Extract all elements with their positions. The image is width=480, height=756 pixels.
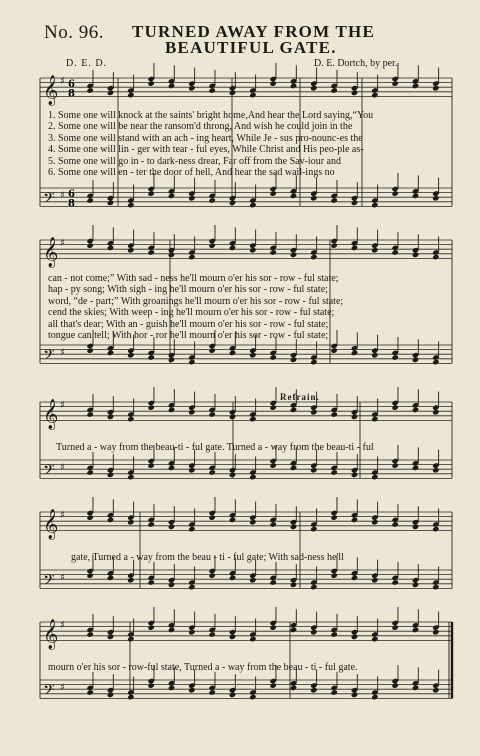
note-head — [188, 359, 195, 365]
note-head — [86, 197, 93, 203]
note-head — [249, 416, 256, 422]
note-head — [168, 193, 175, 199]
key-sharp: ♯ — [60, 619, 65, 631]
note-head — [371, 416, 378, 422]
note-head — [229, 90, 236, 96]
note-head — [432, 359, 439, 365]
note-head — [86, 572, 93, 578]
note-head — [412, 83, 419, 89]
note-head — [127, 694, 134, 700]
verse-lyrics-second-half — [48, 273, 343, 341]
note-head — [391, 521, 398, 527]
note-head — [127, 247, 134, 253]
note-head — [229, 517, 236, 523]
treble-clef: 𝄞 — [43, 75, 59, 106]
note-head — [127, 352, 134, 358]
note-head — [330, 197, 337, 203]
note-head — [310, 409, 317, 415]
note-head — [147, 521, 154, 527]
song-title-line2: BEAUTIFUL GATE. — [165, 38, 337, 57]
note-head — [188, 584, 195, 590]
note-head — [269, 80, 276, 86]
note-head — [107, 692, 114, 698]
note-head — [107, 517, 114, 523]
note-head — [412, 465, 419, 471]
bass-clef: 𝄢 — [43, 681, 55, 703]
note-head — [310, 687, 317, 693]
note-head — [371, 474, 378, 480]
note-head — [249, 474, 256, 480]
note-head — [391, 624, 398, 630]
note-head — [147, 404, 154, 410]
note-head — [208, 347, 215, 353]
note-head — [86, 631, 93, 637]
treble-clef: 𝄞 — [43, 509, 59, 540]
note-head — [107, 414, 114, 420]
verse-line: 3. Some one will stand with an ach - ing heart, While Je - sus pro-nounc-es the — [48, 132, 363, 144]
note-head — [86, 347, 93, 353]
note-head — [310, 584, 317, 590]
note-head — [147, 579, 154, 585]
song-number: No. 96. — [44, 22, 104, 43]
note-head — [391, 579, 398, 585]
note-head — [188, 467, 195, 473]
refrain-line: Turned a - way from the beau-ti - ful gate. Turned a - way from the beau-ti - ful — [56, 442, 374, 453]
note-head — [168, 357, 175, 363]
note-head — [330, 572, 337, 578]
note-head — [229, 245, 236, 251]
note-head — [391, 404, 398, 410]
note-head — [107, 90, 114, 96]
verse-line: tongue can tell; With hor - ror he'll mourn o'er his sor - row - ful state; — [48, 330, 329, 342]
verse-line: 6. Some one will en - ter the door of hell, And hear the sad wail-ings no — [48, 167, 335, 179]
note-head — [249, 519, 256, 525]
note-head — [351, 517, 358, 523]
song-title: TURNED AWAY FROM THE — [132, 22, 375, 41]
note-head — [412, 252, 419, 258]
note-head — [290, 685, 297, 691]
note-head — [188, 526, 195, 532]
note-head — [208, 572, 215, 578]
note-head — [391, 354, 398, 360]
note-head — [86, 411, 93, 417]
note-head — [188, 409, 195, 415]
note-head — [86, 689, 93, 695]
note-head — [208, 87, 215, 93]
note-head — [371, 519, 378, 525]
note-head — [330, 242, 337, 248]
composer-credit: D. E. Dortch, by per. — [314, 58, 398, 69]
note-head — [351, 575, 358, 581]
note-head — [391, 80, 398, 86]
note-head — [351, 90, 358, 96]
note-head — [330, 347, 337, 353]
verse-lyrics-first-half — [48, 110, 373, 178]
note-head — [351, 634, 358, 640]
note-head — [310, 195, 317, 201]
note-head — [371, 247, 378, 253]
note-head — [269, 354, 276, 360]
time-signature-bottom: 8 — [68, 88, 75, 100]
note-head — [249, 247, 256, 253]
note-head — [107, 200, 114, 206]
note-head — [147, 249, 154, 255]
note-head — [290, 407, 297, 413]
treble-clef: 𝄞 — [43, 619, 59, 650]
note-head — [168, 627, 175, 633]
note-head — [351, 692, 358, 698]
verse-line: 1. Some one will knock at the saints' bright home,And hear the Lord saying,“You — [48, 110, 374, 121]
note-head — [290, 465, 297, 471]
note-head — [249, 352, 256, 358]
bass-clef: 𝄢 — [43, 571, 55, 593]
note-head — [208, 514, 215, 520]
note-head — [107, 575, 114, 581]
lyricist-credit: D. E. D. — [66, 58, 108, 69]
note-head — [86, 87, 93, 93]
time-signature-bottom: 8 — [68, 198, 75, 210]
note-head — [290, 357, 297, 363]
key-sharp: ♯ — [60, 462, 65, 474]
refrain-label: Refrain. — [280, 392, 320, 402]
note-head — [351, 200, 358, 206]
note-head — [269, 404, 276, 410]
note-head — [168, 407, 175, 413]
note-head — [269, 521, 276, 527]
note-head — [330, 514, 337, 520]
note-head — [168, 465, 175, 471]
key-sharp: ♯ — [60, 75, 65, 87]
note-head — [269, 462, 276, 468]
note-head — [249, 636, 256, 642]
verse-line: 2. Some one will be near the ransom'd throng, And wish he could join in the — [48, 121, 353, 133]
note-head — [168, 252, 175, 258]
bass-clef: 𝄢 — [43, 461, 55, 483]
note-head — [229, 350, 236, 356]
verse-line: 5. Some one will go in - to dark-ness drear, Far off from the Sav-iour and — [48, 155, 341, 167]
refrain-line: mourn o'er his sor - row-ful state, Turned a - way from the beau - ti - ful gate. — [48, 662, 358, 673]
note-head — [412, 582, 419, 588]
note-head — [351, 245, 358, 251]
note-head — [249, 577, 256, 583]
note-head — [330, 87, 337, 93]
note-head — [208, 242, 215, 248]
note-head — [432, 195, 439, 201]
note-head — [249, 202, 256, 208]
note-head — [432, 85, 439, 91]
note-head — [371, 92, 378, 98]
note-head — [269, 249, 276, 255]
note-head — [330, 689, 337, 695]
note-head — [86, 242, 93, 248]
note-head — [432, 687, 439, 693]
note-head — [249, 92, 256, 98]
note-head — [208, 197, 215, 203]
note-head — [269, 579, 276, 585]
note-head — [330, 631, 337, 637]
key-sharp: ♯ — [60, 509, 65, 521]
key-sharp: ♯ — [60, 572, 65, 584]
note-head — [391, 682, 398, 688]
verse-line: 4. Some one will lin - ger with tear - ful eyes, While Christ and His peo-ple as- — [48, 144, 364, 156]
note-head — [330, 469, 337, 475]
note-head — [432, 526, 439, 532]
note-head — [168, 685, 175, 691]
verse-line: hap - py song; With sigh - ing he'll mourn o'er his sor - row - ful state; — [48, 284, 328, 296]
note-head — [147, 624, 154, 630]
key-sharp: ♯ — [60, 682, 65, 694]
note-head — [86, 514, 93, 520]
note-head — [432, 584, 439, 590]
note-head — [127, 416, 134, 422]
note-head — [269, 624, 276, 630]
note-head — [229, 575, 236, 581]
note-head — [310, 467, 317, 473]
key-sharp: ♯ — [60, 237, 65, 249]
note-head — [290, 582, 297, 588]
note-head — [147, 80, 154, 86]
note-head — [290, 524, 297, 530]
bass-clef: 𝄢 — [43, 189, 55, 211]
note-head — [391, 190, 398, 196]
note-head — [351, 414, 358, 420]
note-head — [127, 519, 134, 525]
note-head — [107, 634, 114, 640]
note-head — [330, 411, 337, 417]
note-head — [310, 526, 317, 532]
note-head — [188, 687, 195, 693]
note-head — [229, 200, 236, 206]
note-head — [310, 359, 317, 365]
note-head — [147, 354, 154, 360]
note-head — [249, 694, 256, 700]
note-head — [188, 254, 195, 260]
note-head — [371, 636, 378, 642]
note-head — [412, 407, 419, 413]
note-head — [208, 631, 215, 637]
treble-clef: 𝄞 — [43, 399, 59, 430]
bass-clef: 𝄢 — [43, 346, 55, 368]
note-head — [371, 694, 378, 700]
note-head — [290, 627, 297, 633]
key-sharp: ♯ — [60, 190, 65, 202]
note-head — [127, 474, 134, 480]
note-head — [208, 411, 215, 417]
note-head — [127, 202, 134, 208]
note-head — [432, 467, 439, 473]
refrain-line: gate, Turned a - way from the beau - ti - ful gate; With sad-ness he'll — [71, 552, 344, 563]
note-head — [168, 83, 175, 89]
note-head — [290, 193, 297, 199]
note-head — [107, 245, 114, 251]
note-head — [86, 469, 93, 475]
note-head — [107, 472, 114, 478]
note-head — [310, 629, 317, 635]
note-head — [168, 524, 175, 530]
note-head — [310, 254, 317, 260]
note-head — [147, 190, 154, 196]
note-head — [127, 636, 134, 642]
note-head — [391, 249, 398, 255]
note-head — [147, 682, 154, 688]
verse-line: word, “de - part;” With groanings he'll mourn o'er his sor - row - ful state; — [48, 295, 344, 307]
note-head — [371, 577, 378, 583]
note-head — [412, 685, 419, 691]
note-head — [412, 627, 419, 633]
time-signature-top: 6 — [68, 79, 75, 91]
note-head — [229, 472, 236, 478]
note-head — [412, 193, 419, 199]
note-head — [290, 83, 297, 89]
note-head — [432, 254, 439, 260]
verse-line: all that's dear; With an - guish he'll mourn o'er his sor - row - ful state; — [48, 318, 329, 330]
key-sharp: ♯ — [60, 399, 65, 411]
note-head — [310, 85, 317, 91]
note-head — [188, 85, 195, 91]
note-head — [351, 472, 358, 478]
verse-line: cend the skies; With weep - ing he'll mourn o'er his sor - row - ful state; — [48, 307, 335, 319]
note-head — [391, 462, 398, 468]
key-sharp: ♯ — [60, 347, 65, 359]
note-head — [371, 352, 378, 358]
note-head — [269, 190, 276, 196]
note-head — [432, 409, 439, 415]
note-head — [229, 692, 236, 698]
note-head — [107, 350, 114, 356]
note-head — [412, 357, 419, 363]
time-signature-top: 6 — [68, 189, 75, 201]
note-head — [351, 350, 358, 356]
note-head — [127, 92, 134, 98]
note-head — [290, 252, 297, 258]
note-head — [371, 202, 378, 208]
note-head — [208, 689, 215, 695]
verse-line: can - not come;” With sad - ness he'll mourn o'er his sor - row - ful state; — [48, 273, 339, 284]
note-head — [229, 634, 236, 640]
note-head — [412, 524, 419, 530]
treble-clef: 𝄞 — [43, 237, 59, 268]
note-head — [188, 629, 195, 635]
note-head — [432, 629, 439, 635]
note-head — [168, 582, 175, 588]
note-head — [127, 577, 134, 583]
note-head — [229, 414, 236, 420]
note-head — [208, 469, 215, 475]
note-head — [147, 462, 154, 468]
note-head — [188, 195, 195, 201]
note-head — [269, 682, 276, 688]
